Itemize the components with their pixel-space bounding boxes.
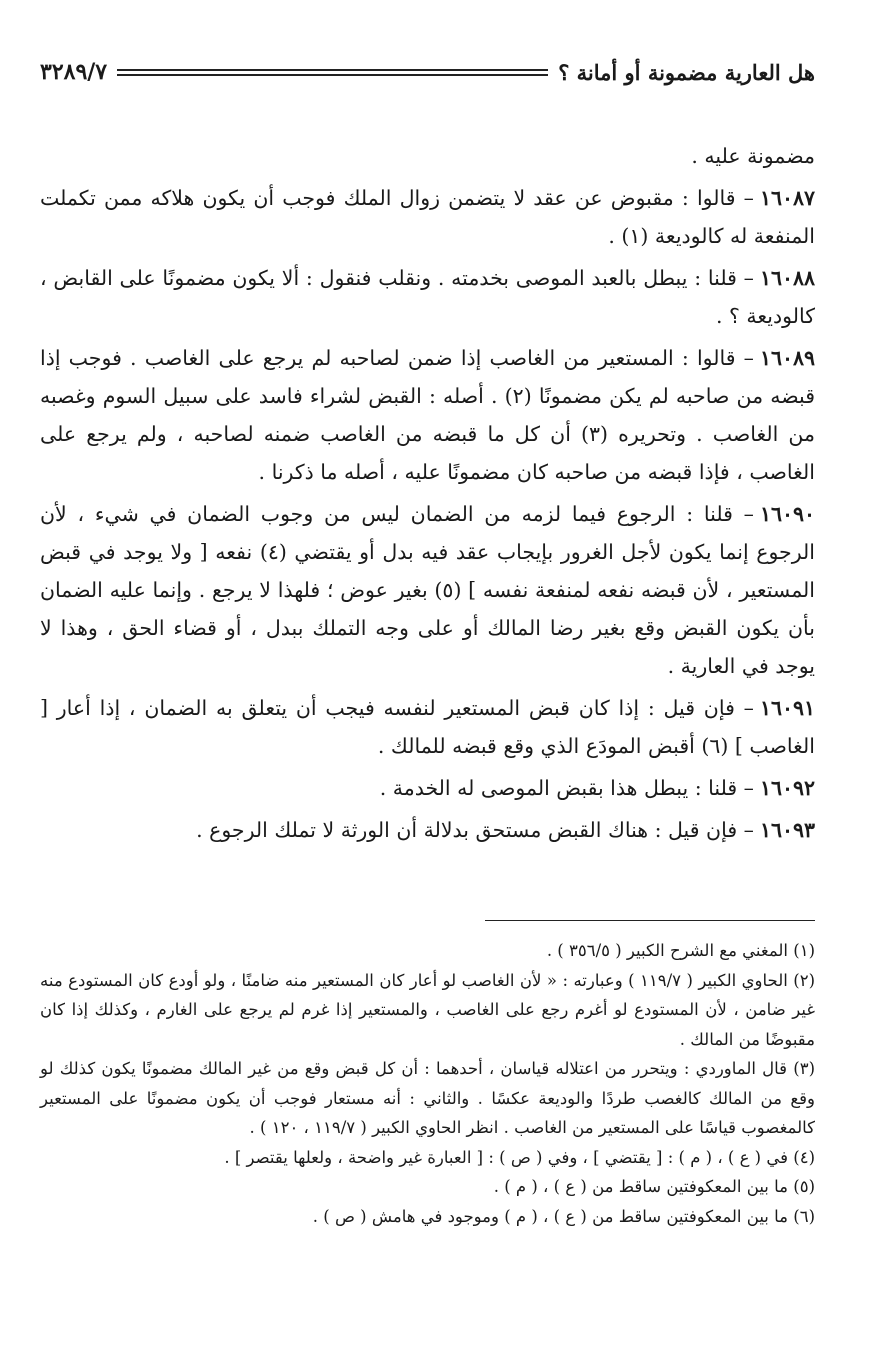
paragraph-text: – قلنا : يبطل هذا بقبض الموصى له الخدمة . bbox=[379, 775, 754, 800]
paragraph bbox=[40, 339, 815, 491]
paragraph bbox=[40, 495, 815, 685]
page-header bbox=[40, 52, 815, 92]
page-number: ٣٢٨٩/٧ bbox=[40, 59, 108, 85]
continuation-line: مضمونة عليه . bbox=[691, 143, 815, 168]
footnote: (٦) ما بين المعكوفتين ساقط من ( ع ) ، ( م ) وموجود في هامش ( ص ) . bbox=[312, 1206, 815, 1226]
footnote: (٤) في ( ع ) ، ( م ) : [ يقتضي ] ، وفي ( ص ) : [ العبارة غير واضحة ، ولعلها يقتصر ] . bbox=[224, 1147, 815, 1167]
paragraph-number: ١٦٠٩١ bbox=[759, 695, 815, 720]
paragraph bbox=[40, 259, 815, 335]
paragraph bbox=[40, 811, 815, 849]
footnote-separator bbox=[485, 920, 815, 921]
paragraph-number: ١٦٠٩٠ bbox=[759, 501, 815, 526]
footnote: (٢) الحاوي الكبير ( ١١٩/٧ ) وعبارته : « لأن الغاصب لو أعار كان المستعير منه ضامنًا ، ولو أودع كان المستودع منه غير ضامن ، لأن المستودع لو أغرم رجع على الغاصب ، والمستعير إذا غرم لم يرجع على الغارم ، وكذلك إذا كان مقبوضًا من المالك . bbox=[40, 970, 816, 1049]
paragraph bbox=[40, 179, 815, 255]
paragraph bbox=[40, 769, 815, 807]
paragraph-text: – فإن قيل : هناك القبض مستحق بدلالة أن الورثة لا تملك الرجوع . bbox=[196, 817, 754, 842]
paragraph-text: – قلنا : يبطل بالعبد الموصى بخدمته . ونقلب فنقول : ألا يكون مضمونًا على القابض ، كالوديعة ؟ . bbox=[40, 265, 815, 328]
paragraph-text: – قالوا : مقبوض عن عقد لا يتضمن زوال الملك فوجب أن يكون هلاكه ممن تكملت المنفعة له كالوديعة (١) . bbox=[40, 185, 815, 248]
paragraph-number: ١٦٠٨٧ bbox=[759, 185, 815, 210]
main-text bbox=[40, 116, 815, 853]
paragraph bbox=[40, 689, 815, 765]
footnote: (١) المغني مع الشرح الكبير ( ٣٥٦/٥ ) . bbox=[546, 941, 815, 960]
paragraph-number: ١٦٠٩٢ bbox=[759, 775, 815, 800]
book-page bbox=[40, 38, 815, 1328]
header-rule-bottom bbox=[117, 74, 548, 76]
paragraph-number: ١٦٠٨٩ bbox=[759, 345, 815, 370]
paragraph-text: – فإن قيل : إذا كان قبض المستعير لنفسه فيجب أن يتعلق به الضمان ، إذا أعار [ الغاصب ] (٦) أقبض المودَع الذي وقع قبضه للمالك . bbox=[40, 695, 815, 758]
paragraph-number: ١٦٠٩٣ bbox=[759, 817, 815, 842]
running-title: هل العارية مضمونة أو أمانة ؟ bbox=[558, 59, 815, 85]
header-rule-top bbox=[117, 69, 548, 71]
header-double-rule bbox=[117, 66, 548, 79]
footnote: (٣) قال الماوردي : ويتحرر من اعتلاله قياسان ، أحدهما : أن كل قبض وقع من غير المالك مضمونًا يكون كذلك لو وقع من المالك كالغصب طردًا والوديعة عكسًا . والثاني : أنه مستعار فوجب أن يكون مضمونًا على المستعير كالمغصوب قياسًا على المستعير من الغاصب . انظر الحاوي الكبير ( ١١٩/٧ ، ١٢٠ ) . bbox=[40, 1059, 815, 1137]
footnotes bbox=[40, 936, 815, 1231]
footnote: (٥) ما بين المعكوفتين ساقط من ( ع ) ، ( م ) . bbox=[493, 1177, 815, 1196]
paragraph-text: – قالوا : المستعير من الغاصب إذا ضمن لصاحبه لم يرجع على الغاصب . فوجب إذا قبضه من صاحبه لم يكن مضمونًا (٢) . أصله : القبض لشراء فاسد على سبيل السوم وغصبه من الغاصب . وتحريره (٣) أن كل ما قبضه من الغاصب ضمنه لصاحبه ، ولم يرجع على الغاصب ، فإذا قبضه من صاحبه كان مضمونًا عليه ، أصله ما ذكرنا . bbox=[40, 345, 816, 484]
paragraph-number: ١٦٠٨٨ bbox=[759, 265, 815, 290]
paragraph-text: – قلنا : الرجوع فيما لزمه من الضمان ليس من وجوب الضمان في شيء ، لأن الرجوع إنما يكون لأجل الغرور بإيجاب عقد فيه بدل أو يقتضي (٤) نفعه [ ولا يوجد في قبض المستعير ، لأن قبضه نفعه لمنفعة نفسه ] (٥) بغير عوض ؛ فلهذا لا يرجع . وإنما عليه الضمان بأن يكون القبض وقع بغير رضا المالك أو على وجه التملك ببدل ، أو قضاء الحق ، وهذا لا يوجد في العارية . bbox=[40, 501, 815, 678]
